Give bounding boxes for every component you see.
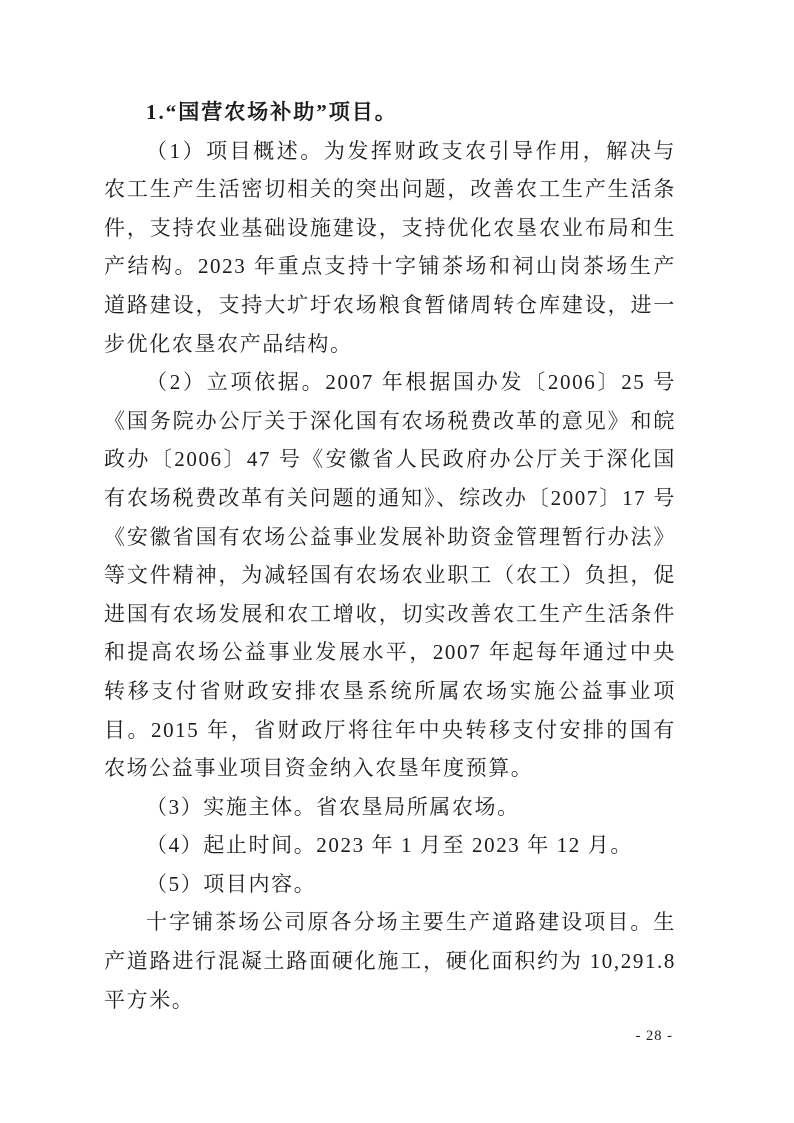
page-number: - 28 -: [635, 1028, 673, 1044]
paragraph-project-basis: （2）立项依据。2007 年根据国办发〔2006〕25 号《国务院办公厅关于深化国有农场税费改革的意见》和皖政办〔2006〕47 号《安徽省人民政府办公厅关于深化国有农场税费改革有关问题的通知》、综改办〔2007〕17 号《安徽省国有农场公益事业发展补助资金管理暂行办法》等文件精神，为减轻国有农场农业职工（农工）负担，促进国有农场发展和农工增收，切实改善农工生产生活条件和提高农场公益事业发展水平，2007 年起每年通过中央转移支付省财政安排农垦系统所属农场实施公益事业项目。2015 年，省财政厅将往年中央转移支付安排的国有农场公益事业项目资金纳入农垦年度预算。: [104, 370, 676, 781]
section-heading: 1.“国营农场补助”项目。: [146, 100, 398, 124]
paragraph-project-overview: （1）项目概述。为发挥财政支农引导作用，解决与农工生产生活密切相关的突出问题，改善农工生产生活条件，支持农业基础设施建设，支持优化农垦农业布局和生产结构。2023 年重点支持十字铺茶场和祠山岗茶场生产道路建设，支持大圹圩农场粮食暂储周转仓库建设，进一步优化农垦农产品结构。: [104, 138, 676, 356]
paragraph-implementing-body: （3）实施主体。省农垦局所属农场。: [146, 794, 520, 819]
paragraph-project-content-label: （5）项目内容。: [146, 871, 317, 896]
document-body: [104, 93, 676, 1019]
paragraph-project-content-detail: 十字铺茶场公司原各分场主要生产道路建设项目。生产道路进行混凝土路面硬化施工，硬化面积约为 10,291.8 平方米。: [104, 910, 676, 1012]
paragraph-time-range: （4）起止时间。2023 年 1 月至 2023 年 12 月。: [146, 833, 633, 858]
